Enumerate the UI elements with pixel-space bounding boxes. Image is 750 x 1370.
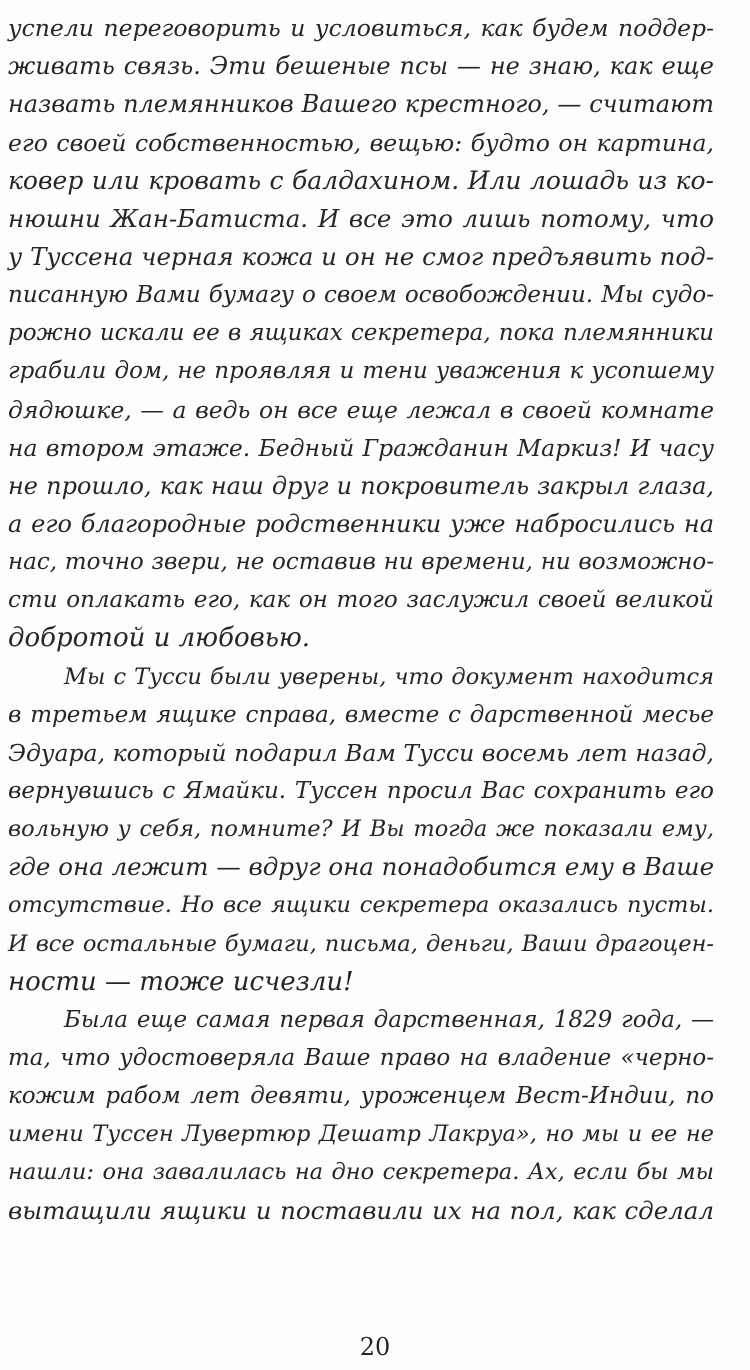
text-line: успели переговорить и условиться, как будем поддер-	[8, 14, 714, 42]
text-line: нас, точно звери, не оставив ни времени, ни возможно-	[8, 549, 714, 575]
text-line: а его благородные родственники уже набросились на	[8, 510, 714, 538]
text-line: И все остальные бумаги, письма, деньги, Ваши драгоцен-	[8, 931, 714, 957]
text-line: у Туссена черная кожа и он не смог предъявить под-	[8, 242, 714, 271]
text-line: грабили дом, не проявляя и тени уважения к усопшему	[8, 358, 714, 384]
text-line: та, что удостоверяла Ваше право на владение «черно-	[8, 1045, 714, 1071]
text-line: вытащили ящики и поставили их на пол, как сделал	[8, 1196, 714, 1225]
text-line: Мы с Тусси были уверены, что документ находится	[64, 664, 714, 690]
text-line: писанную Вами бумагу о своем освобождении. Мы судо-	[8, 282, 714, 308]
text-line: живать связь. Эти бешеные псы — не знаю, как еще	[8, 52, 714, 80]
text-line: отсутствие. Но все ящики секретера оказались пусты.	[8, 892, 714, 918]
text-line: сти оплакать его, как он того заслужил своей великой	[8, 587, 714, 613]
text-line: вернувшись с Ямайки. Туссен просил Вас сохранить его	[8, 778, 714, 804]
page-number: 20	[359, 1333, 391, 1361]
text-line: где она лежит — вдруг она понадобится ему в Ваше	[8, 852, 715, 881]
text-line: его своей собственностью, вещью: будто он картина,	[8, 129, 714, 157]
text-line: нашли: она завалилась на дно секретера. Ах, если бы мы	[8, 1159, 714, 1185]
text-line: имени Туссен Лувертюр Дешатр Лакруа», но мы и ее не	[8, 1121, 714, 1147]
text-line: Была еще самая первая дарственная, 1829 года, —	[64, 1007, 714, 1033]
text-line: кожим рабом лет девяти, уроженцем Вест-Индии, по	[8, 1083, 714, 1109]
text-line: назвать племянников Вашего крестного, — считают	[8, 90, 714, 118]
text-line: добротой и любовью.	[8, 623, 311, 653]
text-line: дядюшке, — а ведь он все еще лежал в своей комнате	[8, 396, 714, 424]
text-line: ности — тоже исчезли!	[8, 967, 354, 997]
text-line: ковер или кровать с балдахином. Или лошадь из ко-	[8, 166, 714, 195]
text-line: в третьем ящике справа, вместе с дарственной месье	[8, 702, 714, 728]
text-line: вольную у себя, помните? И Вы тогда же показали ему,	[8, 816, 714, 842]
text-line: рожно искали ее в ящиках секретера, пока племянники	[8, 320, 714, 346]
text-line: не прошло, как наш друг и покровитель закрыл глаза,	[8, 472, 714, 500]
text-line: Эдуара, который подарил Вам Тусси восемь лет назад,	[8, 739, 714, 767]
text-line: на втором этаже. Бедный Гражданин Маркиз! И часу	[8, 434, 714, 462]
text-line: нюшни Жан-Батиста. И все это лишь потому, что	[8, 204, 714, 233]
